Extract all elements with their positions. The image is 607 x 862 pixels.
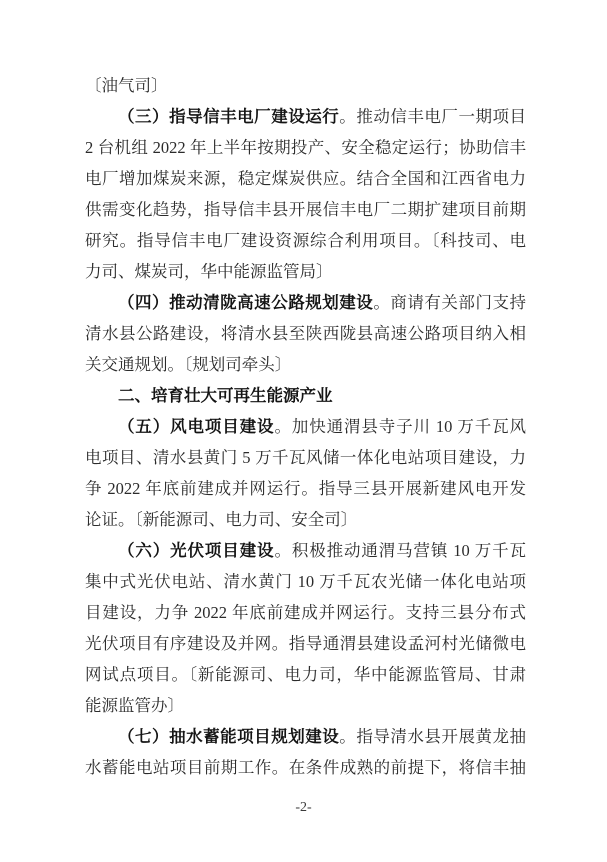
text-line (85, 473, 526, 504)
text-segment: 水蓄能电站项目前期工作。在条件成熟的前提下，将信丰抽 (85, 758, 526, 777)
section-heading: （七）抽水蓄能项目规划建设 (118, 727, 340, 746)
text-line (85, 256, 526, 287)
text-segment: 研究。指导信丰电厂建设资源综合利用项目。〔科技司、电 (85, 231, 526, 250)
text-line (85, 566, 526, 597)
text-line (85, 163, 526, 194)
text-line (85, 628, 526, 659)
text-line (85, 225, 526, 256)
text-segment: 。商请有关部门支持 (373, 293, 526, 312)
text-segment: 目建设，力争 2022 年底前建成并网运行。支持三县分布式 (85, 603, 526, 622)
text-segment: 争 2022 年底前建成并网运行。指导三县开展新建风电开发 (85, 479, 526, 498)
text-line (85, 70, 526, 101)
text-line (85, 287, 526, 318)
text-segment: 电厂增加煤炭来源，稳定煤炭供应。结合全国和江西省电力 (85, 169, 526, 188)
text-line (85, 318, 526, 349)
text-line (85, 411, 526, 442)
section-heading: （四）推动清陇高速公路规划建设 (118, 293, 374, 312)
text-segment: 。积极推动通渭马营镇 10 万千瓦 (274, 541, 526, 560)
text-segment: 能源监管办〕 (85, 696, 184, 715)
section-heading: （五）风电项目建设 (118, 417, 275, 436)
text-segment: 集中式光伏电站、清水黄门 10 万千瓦农光储一体化电站项 (85, 572, 526, 591)
text-line (85, 380, 526, 411)
text-segment: 。指导清水县开展黄龙抽 (339, 727, 526, 746)
text-segment: 供需变化趋势，指导信丰县开展信丰电厂二期扩建项目前期 (85, 200, 526, 219)
text-line (85, 721, 526, 752)
page-number: -2- (295, 800, 312, 815)
text-segment: 2 台机组 2022 年上半年按期投产、安全稳定运行；协助信丰 (85, 138, 526, 157)
text-segment: 清水县公路建设，将清水县至陕西陇县高速公路项目纳入相 (85, 324, 526, 343)
text-line (85, 597, 526, 628)
text-line (85, 349, 526, 380)
document-body (85, 70, 526, 783)
text-line (85, 194, 526, 225)
text-segment: 。推动信丰电厂一期项目 (339, 107, 526, 126)
text-segment: 网试点项目。〔新能源司、电力司，华中能源监管局、甘肃 (85, 665, 526, 684)
text-line (85, 690, 526, 721)
text-line (85, 659, 526, 690)
text-line (85, 752, 526, 783)
text-line (85, 101, 526, 132)
text-line (85, 504, 526, 535)
text-segment: 关交通规划。〔规划司牵头〕 (85, 355, 292, 374)
text-segment: 电项目、清水县黄门 5 万千瓦风储一体化电站项目建设，力 (85, 448, 526, 467)
text-segment: 〔油气司〕 (85, 76, 168, 95)
text-segment: 力司、煤炭司，华中能源监管局〕 (85, 262, 333, 281)
text-segment: 。加快通渭县寺子川 10 万千瓦风 (274, 417, 526, 436)
section-heading: （三）指导信丰电厂建设运行 (118, 107, 340, 126)
text-segment: 论证。〔新能源司、电力司、安全司〕 (85, 510, 358, 529)
text-segment: 光伏项目有序建设及并网。指导通渭县建设孟河村光储微电 (85, 634, 526, 653)
text-line (85, 535, 526, 566)
text-line (85, 132, 526, 163)
section-heading: 二、培育壮大可再生能源产业 (118, 387, 333, 405)
section-heading: （六）光伏项目建设 (118, 541, 275, 560)
text-line (85, 442, 526, 473)
